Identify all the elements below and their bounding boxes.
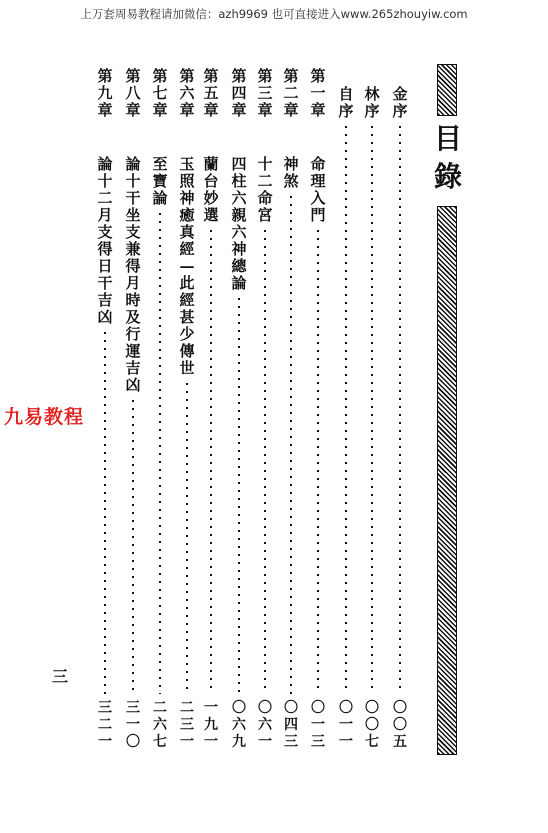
chapter-label: 第 四 章	[231, 67, 247, 119]
chapter-label: 第 七 章	[152, 67, 168, 119]
page-ref: 〇 六 九	[232, 700, 246, 750]
dot-leader	[104, 332, 106, 694]
page-ref: 二 六 七	[153, 700, 167, 750]
dot-leader	[371, 126, 373, 694]
page-number: 三	[52, 667, 69, 686]
chapter-title: 林 序	[364, 85, 380, 120]
toc-entry[interactable]	[201, 68, 221, 768]
chapter-label: 第 一 章	[310, 67, 326, 119]
page-ref: 〇 〇 五	[393, 700, 407, 750]
dot-leader	[345, 126, 347, 694]
dot-leader	[290, 196, 292, 694]
dot-leader	[159, 213, 161, 694]
toc-entry[interactable]	[123, 68, 143, 768]
toc-entry[interactable]	[362, 68, 382, 768]
toc-entry[interactable]	[255, 68, 275, 768]
chapter-label: 第 三 章	[257, 67, 273, 119]
page-ref: 〇 六 一	[258, 700, 272, 750]
chapter-label: 第 二 章	[283, 67, 299, 119]
chapter-label: 第 六 章	[179, 67, 195, 119]
dot-leader	[399, 126, 401, 694]
page-ref: 一 九 一	[204, 700, 218, 750]
dot-leader	[186, 383, 188, 694]
dot-leader	[238, 298, 240, 694]
toc-entry[interactable]	[336, 68, 356, 768]
page-ref: 〇 〇 七	[365, 700, 379, 750]
page-ref: 〇 一 一	[339, 700, 353, 750]
dot-leader	[210, 230, 212, 694]
page-ref: 二 三 一	[180, 700, 194, 750]
chapter-title: 自 序	[338, 85, 354, 120]
decorative-border-top	[437, 64, 457, 116]
page-ref: 三 二 一	[98, 700, 112, 750]
toc-entry[interactable]	[95, 68, 115, 768]
page-ref: 三 一 〇	[126, 700, 140, 750]
page-ref: 〇 四 三	[284, 700, 298, 750]
chapter-title: 玉 照 神 癒 真 經 — 此 經 甚 少 傳 世	[179, 155, 195, 377]
toc-entry[interactable]	[281, 68, 301, 768]
chapter-title: 金 序	[392, 85, 408, 120]
chapter-title: 十 二 命 宮	[257, 155, 273, 224]
toc-entry[interactable]	[229, 68, 249, 768]
chapter-title: 論 十 干 坐 支 兼 得 月 時 及 行 運 吉 凶	[125, 155, 141, 394]
chapter-label: 第 九 章	[97, 67, 113, 119]
dot-leader	[264, 230, 266, 694]
chapter-title: 神 煞	[283, 155, 299, 190]
chapter-title: 至 寶 論	[152, 155, 168, 207]
toc-heading: 目 錄	[433, 122, 462, 193]
chapter-title: 論 十 二 月 支 得 日 干 吉 凶	[97, 155, 113, 326]
watermark: 九易教程	[4, 406, 85, 428]
page-ref: 〇 一 三	[311, 700, 325, 750]
chapter-label: 第 五 章	[203, 67, 219, 119]
decorative-border-bottom	[437, 206, 457, 755]
dot-leader	[132, 400, 134, 694]
toc-entry[interactable]	[177, 68, 197, 768]
top-banner: 上万套周易教程请加微信：azh9969 也可直接进入www.265zhouyiw.com	[80, 7, 468, 21]
dot-leader	[317, 230, 319, 694]
chapter-label: 第 八 章	[125, 67, 141, 119]
toc-entry[interactable]	[390, 68, 410, 768]
chapter-title: 蘭 台 妙 選	[203, 155, 219, 224]
toc-entry[interactable]	[150, 68, 170, 768]
chapter-title: 四 柱 六 親 六 神 總 論	[231, 155, 247, 292]
chapter-title: 命 理 入 門	[310, 155, 326, 224]
toc-entry[interactable]	[308, 68, 328, 768]
